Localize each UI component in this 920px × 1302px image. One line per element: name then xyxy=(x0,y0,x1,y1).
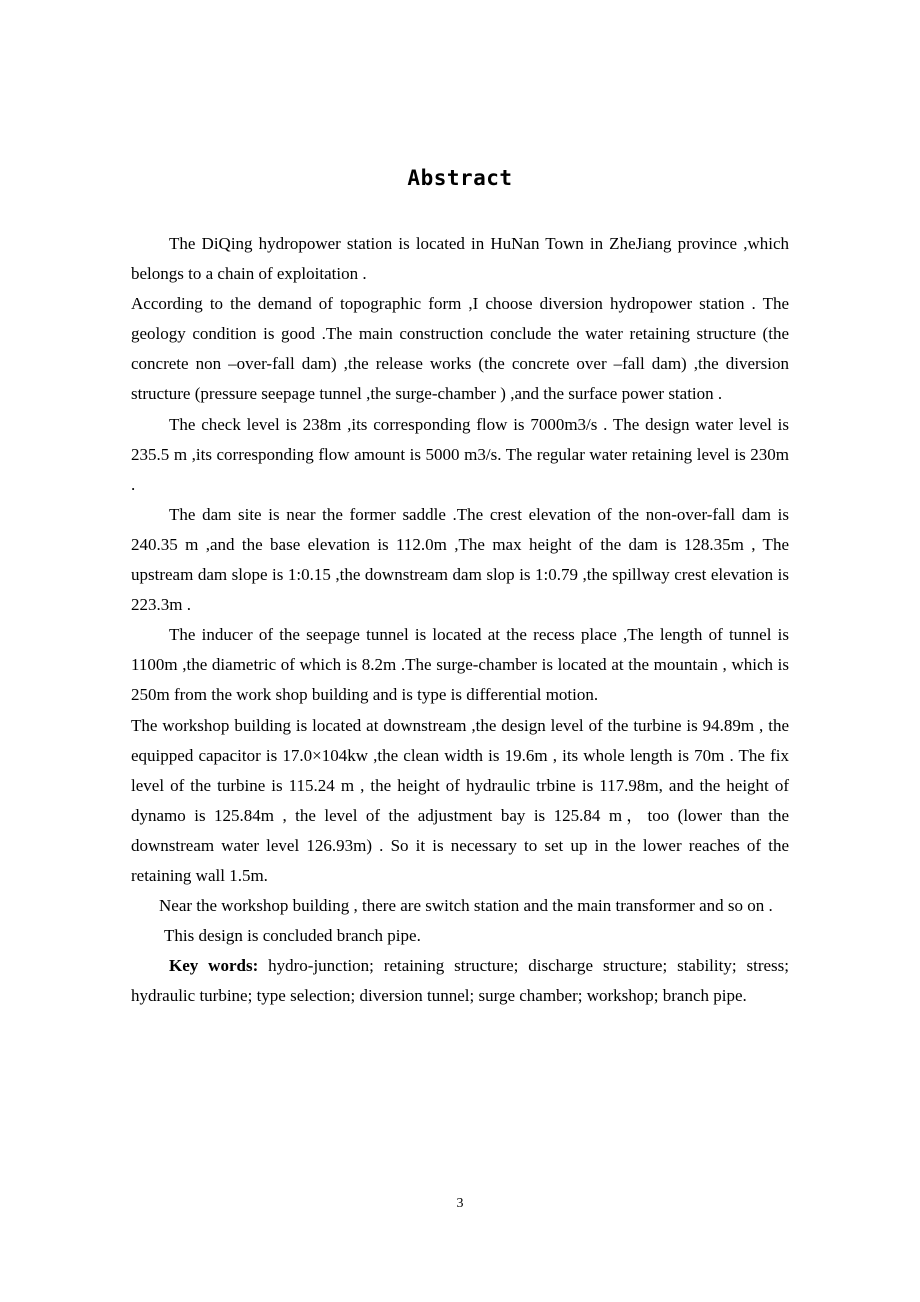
page-number: 3 xyxy=(456,1196,464,1211)
paragraph-location: The DiQing hydropower station is located in HuNan Town in ZheJiang province ,which belongs to a chain of exploitation . xyxy=(131,234,789,284)
abstract-body xyxy=(131,229,789,1011)
paragraph-branch-pipe: This design is concluded branch pipe. xyxy=(164,926,421,946)
paragraph-water-levels: The check level is 238m ,its corresponding flow is 7000m3/s . The design water level is 235.5 m ,its corresponding flow amount is 5000 m3/s. The regular water retaining level is 230m . xyxy=(131,414,789,494)
paragraph-seepage-tunnel: The inducer of the seepage tunnel is located at the recess place ,The length of tunnel is 1100m ,the diametric of which is 8.2m .The surge-chamber is located at the mountain , which is 250m from the work shop building and is type is differential motion. xyxy=(131,625,789,705)
paragraph-switch-station: Near the workshop building , there are switch station and the main transformer and so on . xyxy=(159,896,773,916)
paragraph-construction: According to the demand of topographic form ,I choose diversion hydropower station . The geology condition is good .The main construction conclude the water retaining structure (the concrete non –over-fall dam) ,the release works (the concrete over –fall dam) ,the diversion structure (pressure seepage tunnel ,the surge-chamber ) ,and the surface power station . xyxy=(131,294,789,404)
keywords-text: hydro-junction; retaining structure; discharge structure; stability; stress; hydraulic turbine; type selection; diversion tunnel; surge chamber; workshop; branch pipe. xyxy=(131,956,789,1006)
abstract-title: Abstract xyxy=(407,166,513,190)
paragraph-dam-site: The dam site is near the former saddle .The crest elevation of the non-over-fall dam is 240.35 m ,and the base elevation is 112.0m ,The max height of the dam is 128.35m , The upstream dam slope is 1:0.15 ,the downstream dam slop is 1:0.79 ,the spillway crest elevation is 223.3m . xyxy=(131,504,789,615)
keywords-label: Key words: xyxy=(169,956,259,976)
keywords-paragraph xyxy=(131,951,789,1011)
paragraph-workshop: The workshop building is located at downstream ,the design level of the turbine is 94.89m , the equipped capacitor is 17.0×104kw ,the clean width is 19.6m , its whole length is 70m . The fix level of the turbine is 115.24 m , the height of hydraulic trbine is 117.98m, and the height of dynamo is 125.84m , the level of the adjustment bay is 125.84 m，too (lower than the downstream water level 126.93m) . So it is necessary to set up in the lower reaches of the retaining wall 1.5m. xyxy=(131,715,789,885)
